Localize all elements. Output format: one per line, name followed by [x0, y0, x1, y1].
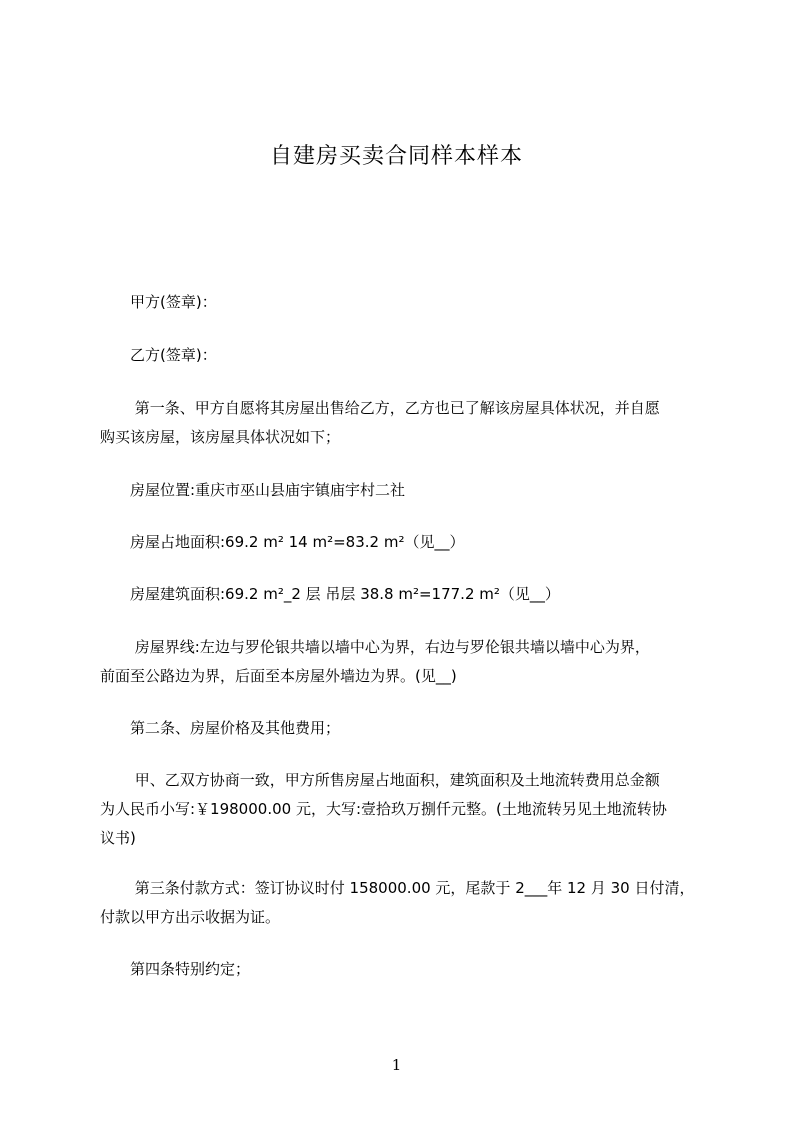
paragraph-line: 第一条、甲方自愿将其房屋出售给乙方，乙方也已了解该房屋具体状况，并自愿 [100, 399, 660, 417]
paragraph-party-b [100, 341, 720, 370]
paragraph-party-a [100, 288, 720, 317]
paragraph-building-area [100, 580, 720, 609]
paragraph-line: 房屋建筑面积:69.2 m²_2 层 吊层 38.8 m²=177.2 m²（见__） [100, 585, 560, 603]
paragraph-line: 第四条特别约定； [100, 960, 251, 978]
paragraph-article-3 [100, 874, 720, 932]
document-title: 自建房买卖合同样本样本 [269, 144, 523, 169]
paragraph-article-1 [100, 394, 720, 452]
paragraph-line: 付款以甲方出示收据为证。 [100, 908, 281, 926]
paragraph-boundaries [100, 633, 720, 691]
paragraph-line: 第二条、房屋价格及其他费用； [100, 719, 341, 737]
paragraph-line: 甲、乙双方协商一致，甲方所售房屋占地面积，建筑面积及土地流转费用总金额 [100, 771, 660, 789]
paragraph-line: 甲方(签章)： [100, 293, 217, 311]
paragraph-house-location [100, 476, 720, 505]
paragraph-line: 乙方(签章)： [100, 346, 217, 364]
page-number: 1 [391, 1056, 402, 1074]
paragraph-line: 购买该房屋，该房屋具体状况如下； [100, 428, 341, 446]
paragraph-line: 房屋位置:重庆市巫山县庙宇镇庙宇村二社 [100, 481, 406, 499]
paragraph-line: 第三条付款方式：签订协议时付 158000.00 元，尾款于 2___年 12 月 30 日付清， [100, 879, 695, 897]
paragraph-line: 为人民币小写:￥198000.00 元，大写:壹拾玖万捌仟元整。(土地流转另见土地流转协 [100, 800, 667, 818]
paragraph-line: 房屋界线:左边与罗伦银共墙以墙中心为界，右边与罗伦银共墙以墙中心为界， [100, 638, 650, 656]
paragraph-line: 房屋占地面积:69.2 m² 14 m²=83.2 m²（见__） [100, 533, 465, 551]
paragraph-land-area [100, 528, 720, 557]
paragraph-article-2 [100, 714, 720, 743]
paragraph-line: 议书) [100, 829, 136, 847]
paragraph-price [100, 766, 720, 853]
paragraph-article-4 [100, 955, 720, 984]
paragraph-line: 前面至公路边为界，后面至本房屋外墙边为界。(见__) [100, 667, 457, 685]
